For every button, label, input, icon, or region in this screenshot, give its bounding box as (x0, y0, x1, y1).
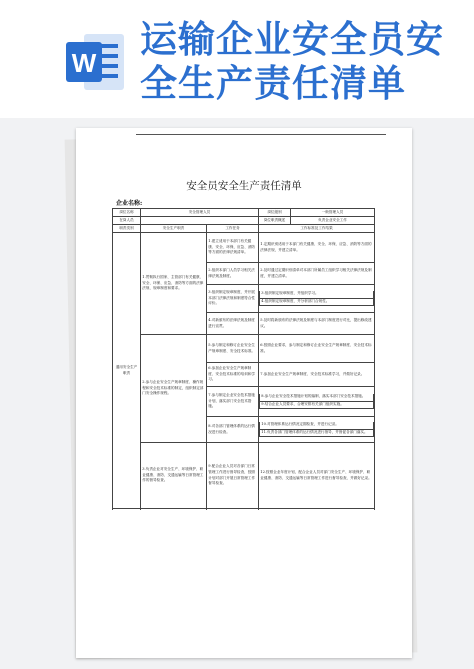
task-cell: 6.参加企业安全生产规章制度、安全技术标准的培训和学习。 (207, 363, 259, 387)
duty-summary-value: 负责企业安全工作 (291, 217, 375, 225)
banner-title (140, 18, 460, 106)
company-label: 企业名称: (116, 200, 143, 207)
banner-title-line1: 运输企业安全员安 (140, 18, 444, 61)
position-level-value: 一般管理人员 (291, 209, 375, 217)
standard-line: 11.负责各部门管理体系的运行情况进行指导，并督促各部门落实。 (260, 429, 374, 437)
task-cell: 4.对新颁布的法律法规及制度进行宣贯。 (207, 313, 259, 335)
standard-header: 工作标准及工作结果 (259, 225, 375, 233)
duty-header: 安全生产职责 (141, 225, 207, 233)
header-row-1 (113, 209, 375, 217)
standard-cell-split (259, 285, 375, 313)
standard-cell: 12.按照企业年度计划，配合企业人员对部门安全生产、环境保护、职业健康、消防、交通运输等日常管理工作进行督导检查，并做好记录。 (259, 443, 375, 509)
word-icon-letter: W (71, 48, 97, 78)
header-row-2 (113, 217, 375, 225)
banner-title-line2: 全生产责任清单 (140, 62, 406, 105)
standard-cell: 2.及时通过定期识别清单对本部门所属员工组织学习相关法律法规及制度，并建立清单。 (259, 263, 375, 285)
standard-line: 3.组织制定规章制度，并组织学习。 (260, 291, 374, 298)
responsibility-table (112, 208, 375, 509)
document-title: 安全员安全生产责任清单 (186, 180, 302, 192)
duty-cell: 1.贯彻执行国家、主管部门有关健康、安全、环保、应急、消防等方面的法律法规、规章制度和要求。 (141, 233, 207, 335)
top-rule (136, 134, 386, 135)
table-row (113, 443, 375, 509)
task-cell: 8.对各部门管理体系的运行情况进行检查。 (207, 417, 259, 443)
task-cell: 2.组织本部门人员学习相关法律法规及制度。 (207, 263, 259, 285)
duty-cell: 3.负责企业对安全生产、环境保护、职业健康、消防、交通运输等日常管理工作的督导检查。 (141, 443, 207, 509)
position-name-label: 岗位名称 (113, 209, 141, 217)
standard-line: 9.结合企业人员要求，合理安排有关部门组织实施。 (260, 401, 374, 409)
incumbent-label: 在岗人员 (113, 217, 141, 225)
standard-cell: 1.定期识别适用于本部门有关健康、安全、环保、应急、消防等方面的法律法规，并建立清单。 (259, 233, 375, 263)
category-cell: 通用安全生产职责 (113, 233, 141, 509)
banner (0, 0, 474, 118)
standard-line: 10.对管理体系运行情况定期检查，并进行记录。 (260, 422, 374, 429)
task-cell: 3.组织制定规章制度，并开展本部门法律法规和制度符合性评价。 (207, 285, 259, 313)
category-header: 职责类别 (113, 225, 141, 233)
standard-cell: 7.参加企业安全生产规章制度、安全技术标准学习，并做好记录。 (259, 363, 375, 387)
table-row (113, 233, 375, 263)
standard-line: 4.组织制定规章制度，并分析部门合规性。 (260, 298, 374, 306)
standard-cell: 5.及时将新颁布的法律法规及制度与本部门制度进行对比，提出修改建议。 (259, 313, 375, 335)
duty-summary-label: 岗位职责概述 (259, 217, 291, 225)
standard-cell-split (259, 417, 375, 443)
task-header: 工作任务 (207, 225, 259, 233)
task-cell: 5.参与制定和修订企业安全生产规章制度、安全技术标准。 (207, 335, 259, 363)
task-cell: 9.配合企业人员对各部门日常管理工作进行督导检查，按照计划对部门开展日常管理工作督导检查。 (207, 443, 259, 509)
task-cell: 7.参与制定企业安全技术措施计划，落实部门安全技术措施。 (207, 387, 259, 417)
word-doc-icon (64, 30, 128, 94)
column-header-row (113, 225, 375, 233)
position-level-label: 岗位级别 (259, 209, 291, 217)
standard-line: 8.参与企业安全技术措施计划的编制，落实本部门安全技术措施。 (260, 394, 374, 401)
standard-cell-split (259, 387, 375, 417)
standard-cell: 6.按照企业要求，参与制定和修订企业安全生产规章制度、安全技术标准。 (259, 335, 375, 363)
table-row (113, 335, 375, 363)
incumbent-value (141, 217, 259, 225)
task-cell: 1.建立适用于本部门有关健康、安全、环保、应急、消防等方面的法律法规清单。 (207, 233, 259, 263)
position-name-value: 安全管理人员 (141, 209, 259, 217)
duty-cell: 2.参与企业安全生产规章制度、操作规程和安全技术标准的制定，组织制定部门安全操作规程。 (141, 335, 207, 443)
document-page (76, 128, 412, 658)
